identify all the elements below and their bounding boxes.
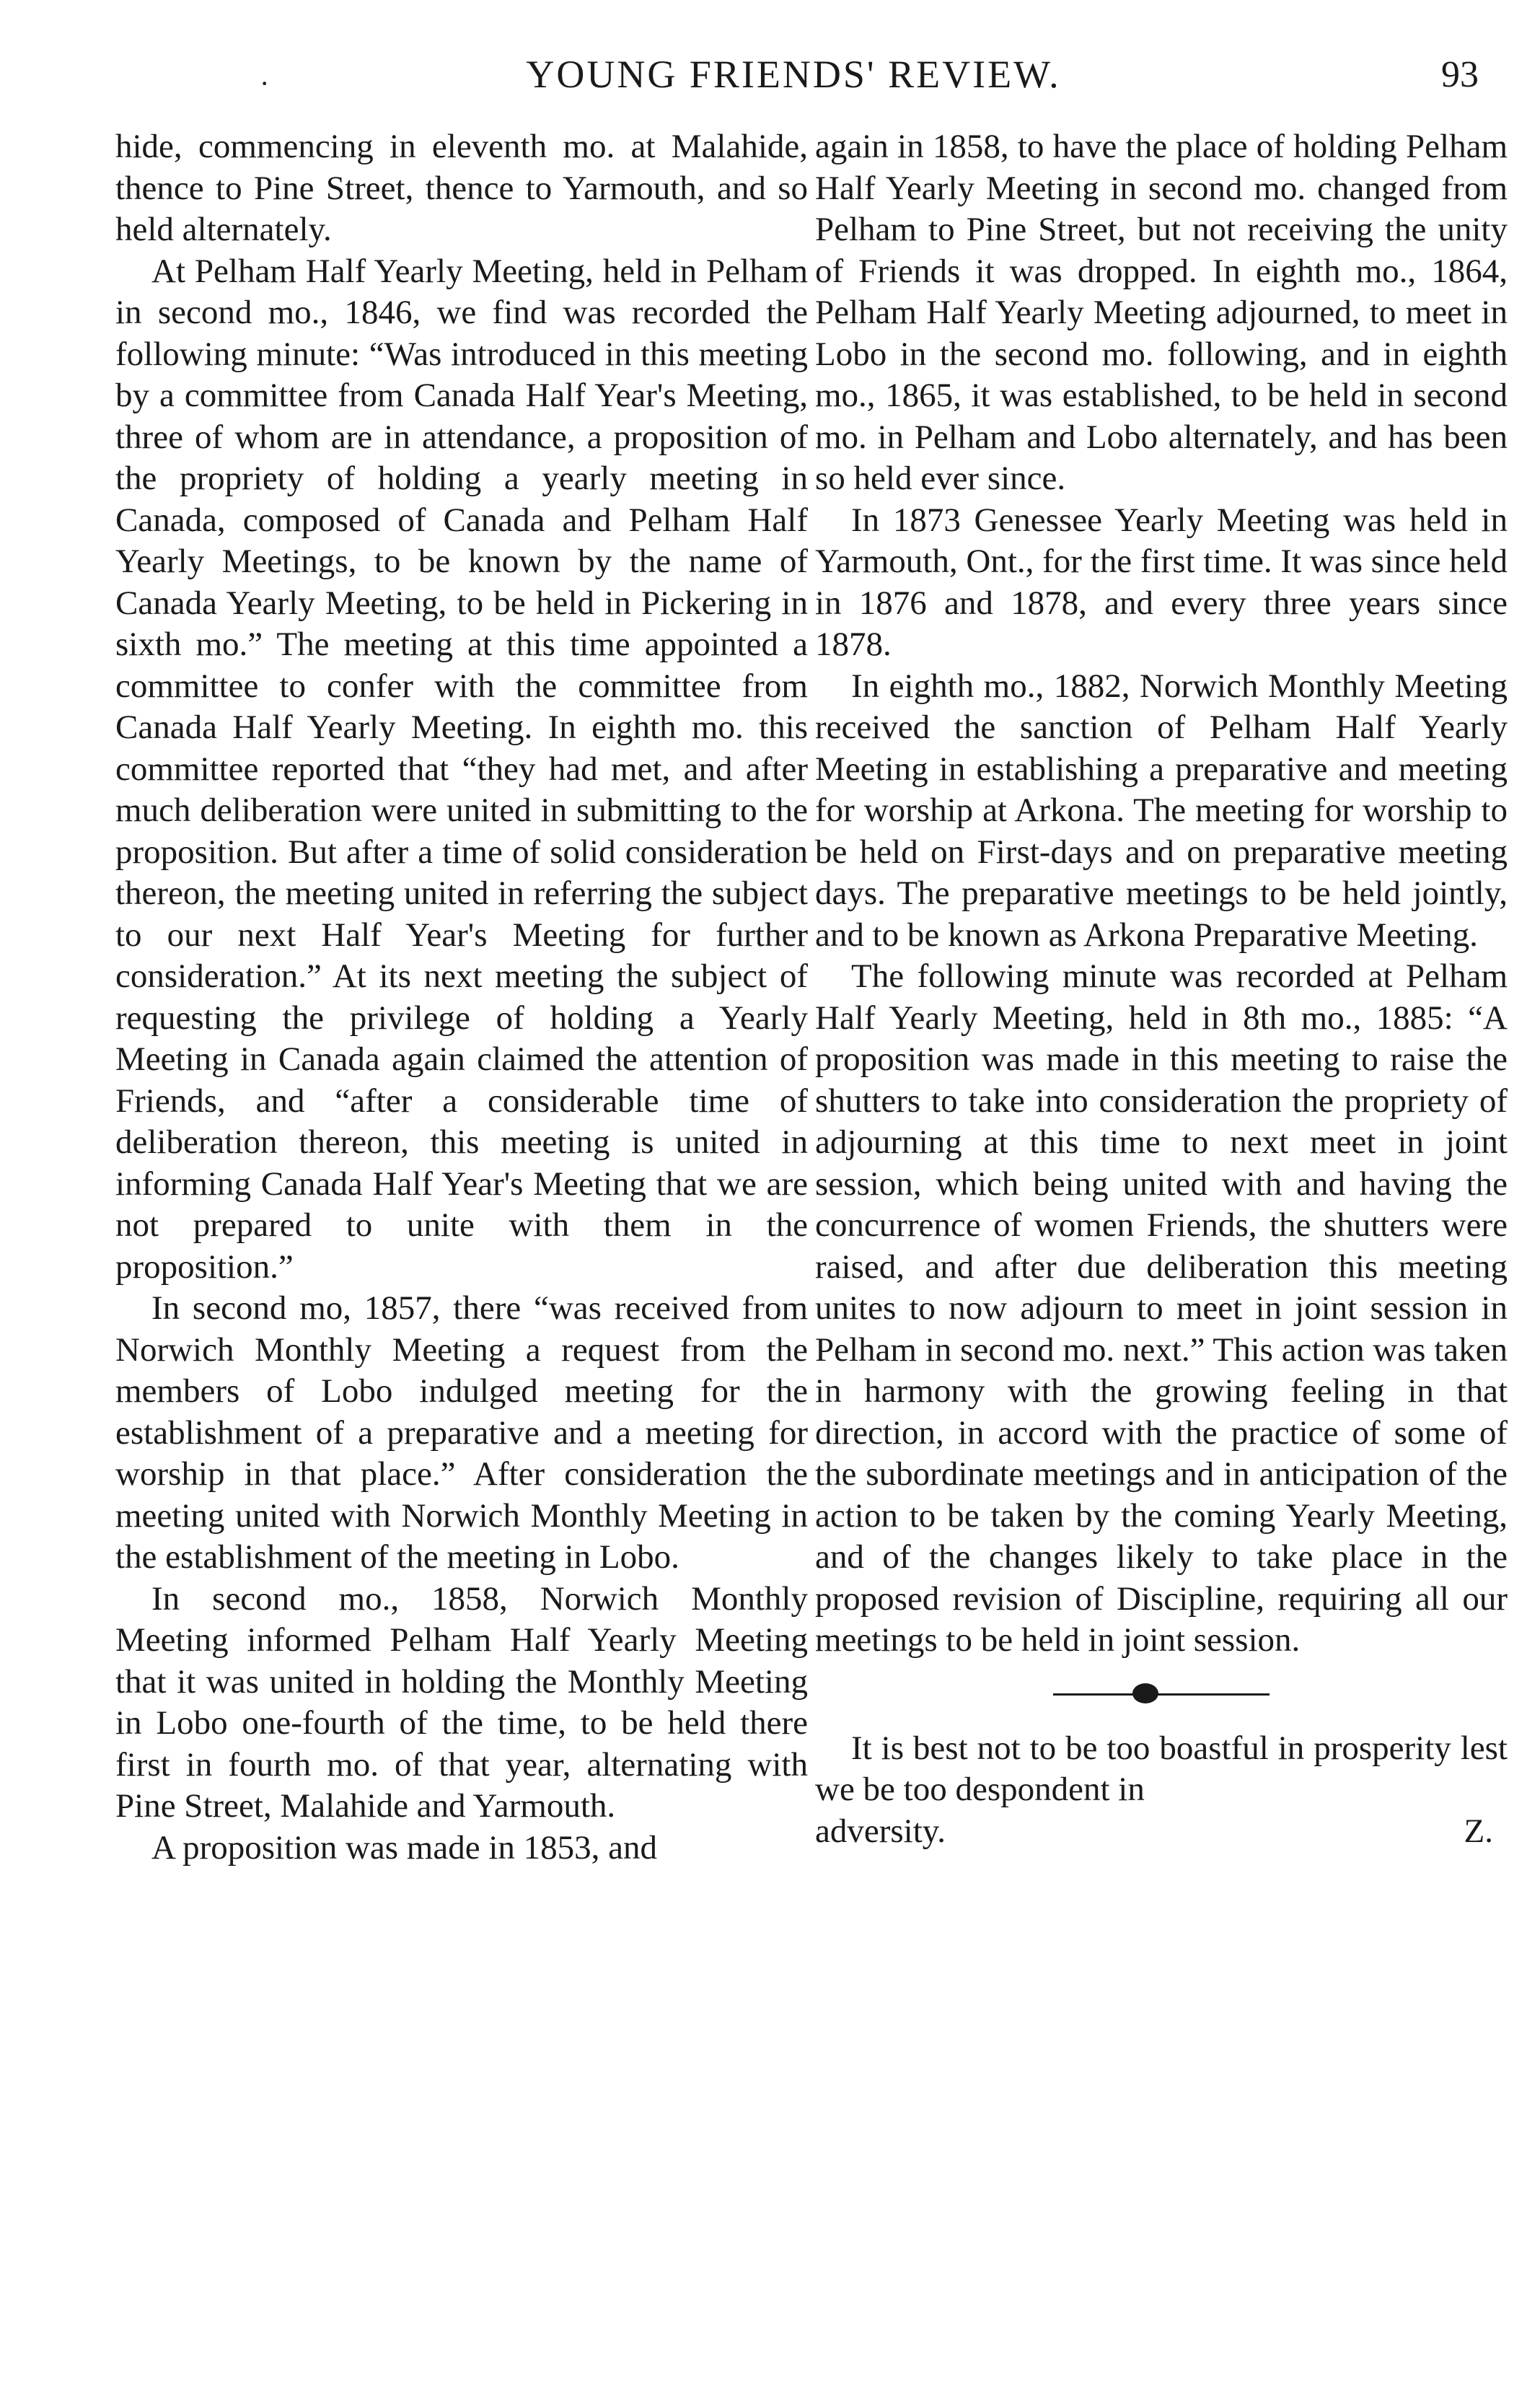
running-title: YOUNG FRIENDS' REVIEW. xyxy=(526,53,1061,96)
paragraph: In second mo, 1857, there “was received from Norwich Monthly Meeting a request from the members of Lobo indulged meeting for the establishment of a preparative and a meeting for worship in that place.” After consideration the meeting united with Norwich Monthly Meeting in the establishment of the meeting in Lobo. xyxy=(115,1289,808,1576)
closing-note xyxy=(815,1728,1508,1853)
right-column xyxy=(815,126,1508,1852)
paragraph: In 1873 Genessee Yearly Meeting was held in Yarmouth, Ont., for the first time. It was since held in 1876 and 1878, and every three years since 1878. xyxy=(815,501,1508,663)
signature: Z. xyxy=(1464,1812,1493,1850)
paragraph: In eighth mo., 1882, Norwich Monthly Meeting received the sanction of Pelham Half Yearly Meeting in establishing a preparative and meeting for worship at Arkona. The meeting for worship to be held on First-days and on preparative meeting days. The preparative meetings to be held jointly, and to be known as Arkona Preparative Meeting. xyxy=(815,667,1508,954)
running-header xyxy=(108,45,1479,110)
closing-last-word: adversity. xyxy=(815,1812,946,1850)
paragraph: hide, commencing in eleventh mo. at Malahide, thence to Pine Street, thence to Yarmouth, and so held alternately. xyxy=(115,128,808,248)
paragraph: again in 1858, to have the place of holding Pelham Half Yearly Meeting in second mo. changed from Pelham to Pine Street, but not receiving the unity of Friends it was dropped. In eighth mo., 1864, Pelham Half Yearly Meeting adjourned, to meet in Lobo in the second mo. following, and in eighth mo., 1865, it was established, to be held in second mo. in Pelham and Lobo alternately, and has been so held ever since. xyxy=(815,128,1508,497)
header-dot: · xyxy=(260,67,270,100)
closing-text: It is best not to be too boastful in prosperity lest we be too despondent in xyxy=(815,1729,1508,1808)
divider-rule xyxy=(1053,1693,1270,1696)
paragraph: A proposition was made in 1853, and xyxy=(151,1828,658,1867)
page-number: 93 xyxy=(1441,54,1479,95)
section-divider xyxy=(815,1662,1508,1728)
left-column xyxy=(115,126,808,1869)
closing-last-line xyxy=(815,1811,1508,1853)
paragraph: In second mo., 1858, Norwich Monthly Meeting informed Pelham Half Yearly Meeting that it was united in holding the Monthly Meeting in Lobo one-fourth of the time, to be held there first in fourth mo. of that year, alternating with Pine Street, Malahide and Yarmouth. xyxy=(115,1579,808,1825)
paragraph: At Pelham Half Yearly Meeting, held in Pelham in second mo., 1846, we find was recorded the following minute: “Was introduced in this meeting by a committee from Canada Half Year's Meeting, three of whom are in attendance, a proposition of the propriety of holding a yearly meeting in Canada, composed of Canada and Pelham Half Yearly Meetings, to be known by the name of Canada Yearly Meeting, to be held in Pickering in sixth mo.” The meeting at this time appointed a committee to confer with the committee from Canada Half Yearly Meeting. In eighth mo. this committee reported that “they had met, and after much deliberation were united in submitting to the proposition. But after a time of solid consideration thereon, the meeting united in referring the subject to our next Half Year's Meeting for further consideration.” At its next meeting the subject of requesting the privilege of holding a Yearly Meeting in Canada again claimed the attention of Friends, and “after a considerable time of deliberation thereon, this meeting is united in informing Canada Half Year's Meeting that we are not prepared to unite with them in the proposition.” xyxy=(115,252,808,1286)
divider-ornament xyxy=(1132,1683,1158,1703)
paragraph: The following minute was recorded at Pelham Half Yearly Meeting, held in 8th mo., 1885: “A proposition was made in this meeting to raise the shutters to take into consideration the propriety of adjourning at this time to next meet in joint session, which being united with and having the concurrence of women Friends, the shutters were raised, and after due deliberation this meeting unites to now adjourn to meet in joint session in Pelham in second mo. next.” This action was taken in harmony with the growing feeling in that direction, in accord with the practice of some of the subordinate meetings and in anticipation of the action to be taken by the coming Yearly Meeting, and of the changes likely to take place in the proposed revision of Discipline, requiring all our meetings to be held in joint session. xyxy=(815,957,1508,1659)
